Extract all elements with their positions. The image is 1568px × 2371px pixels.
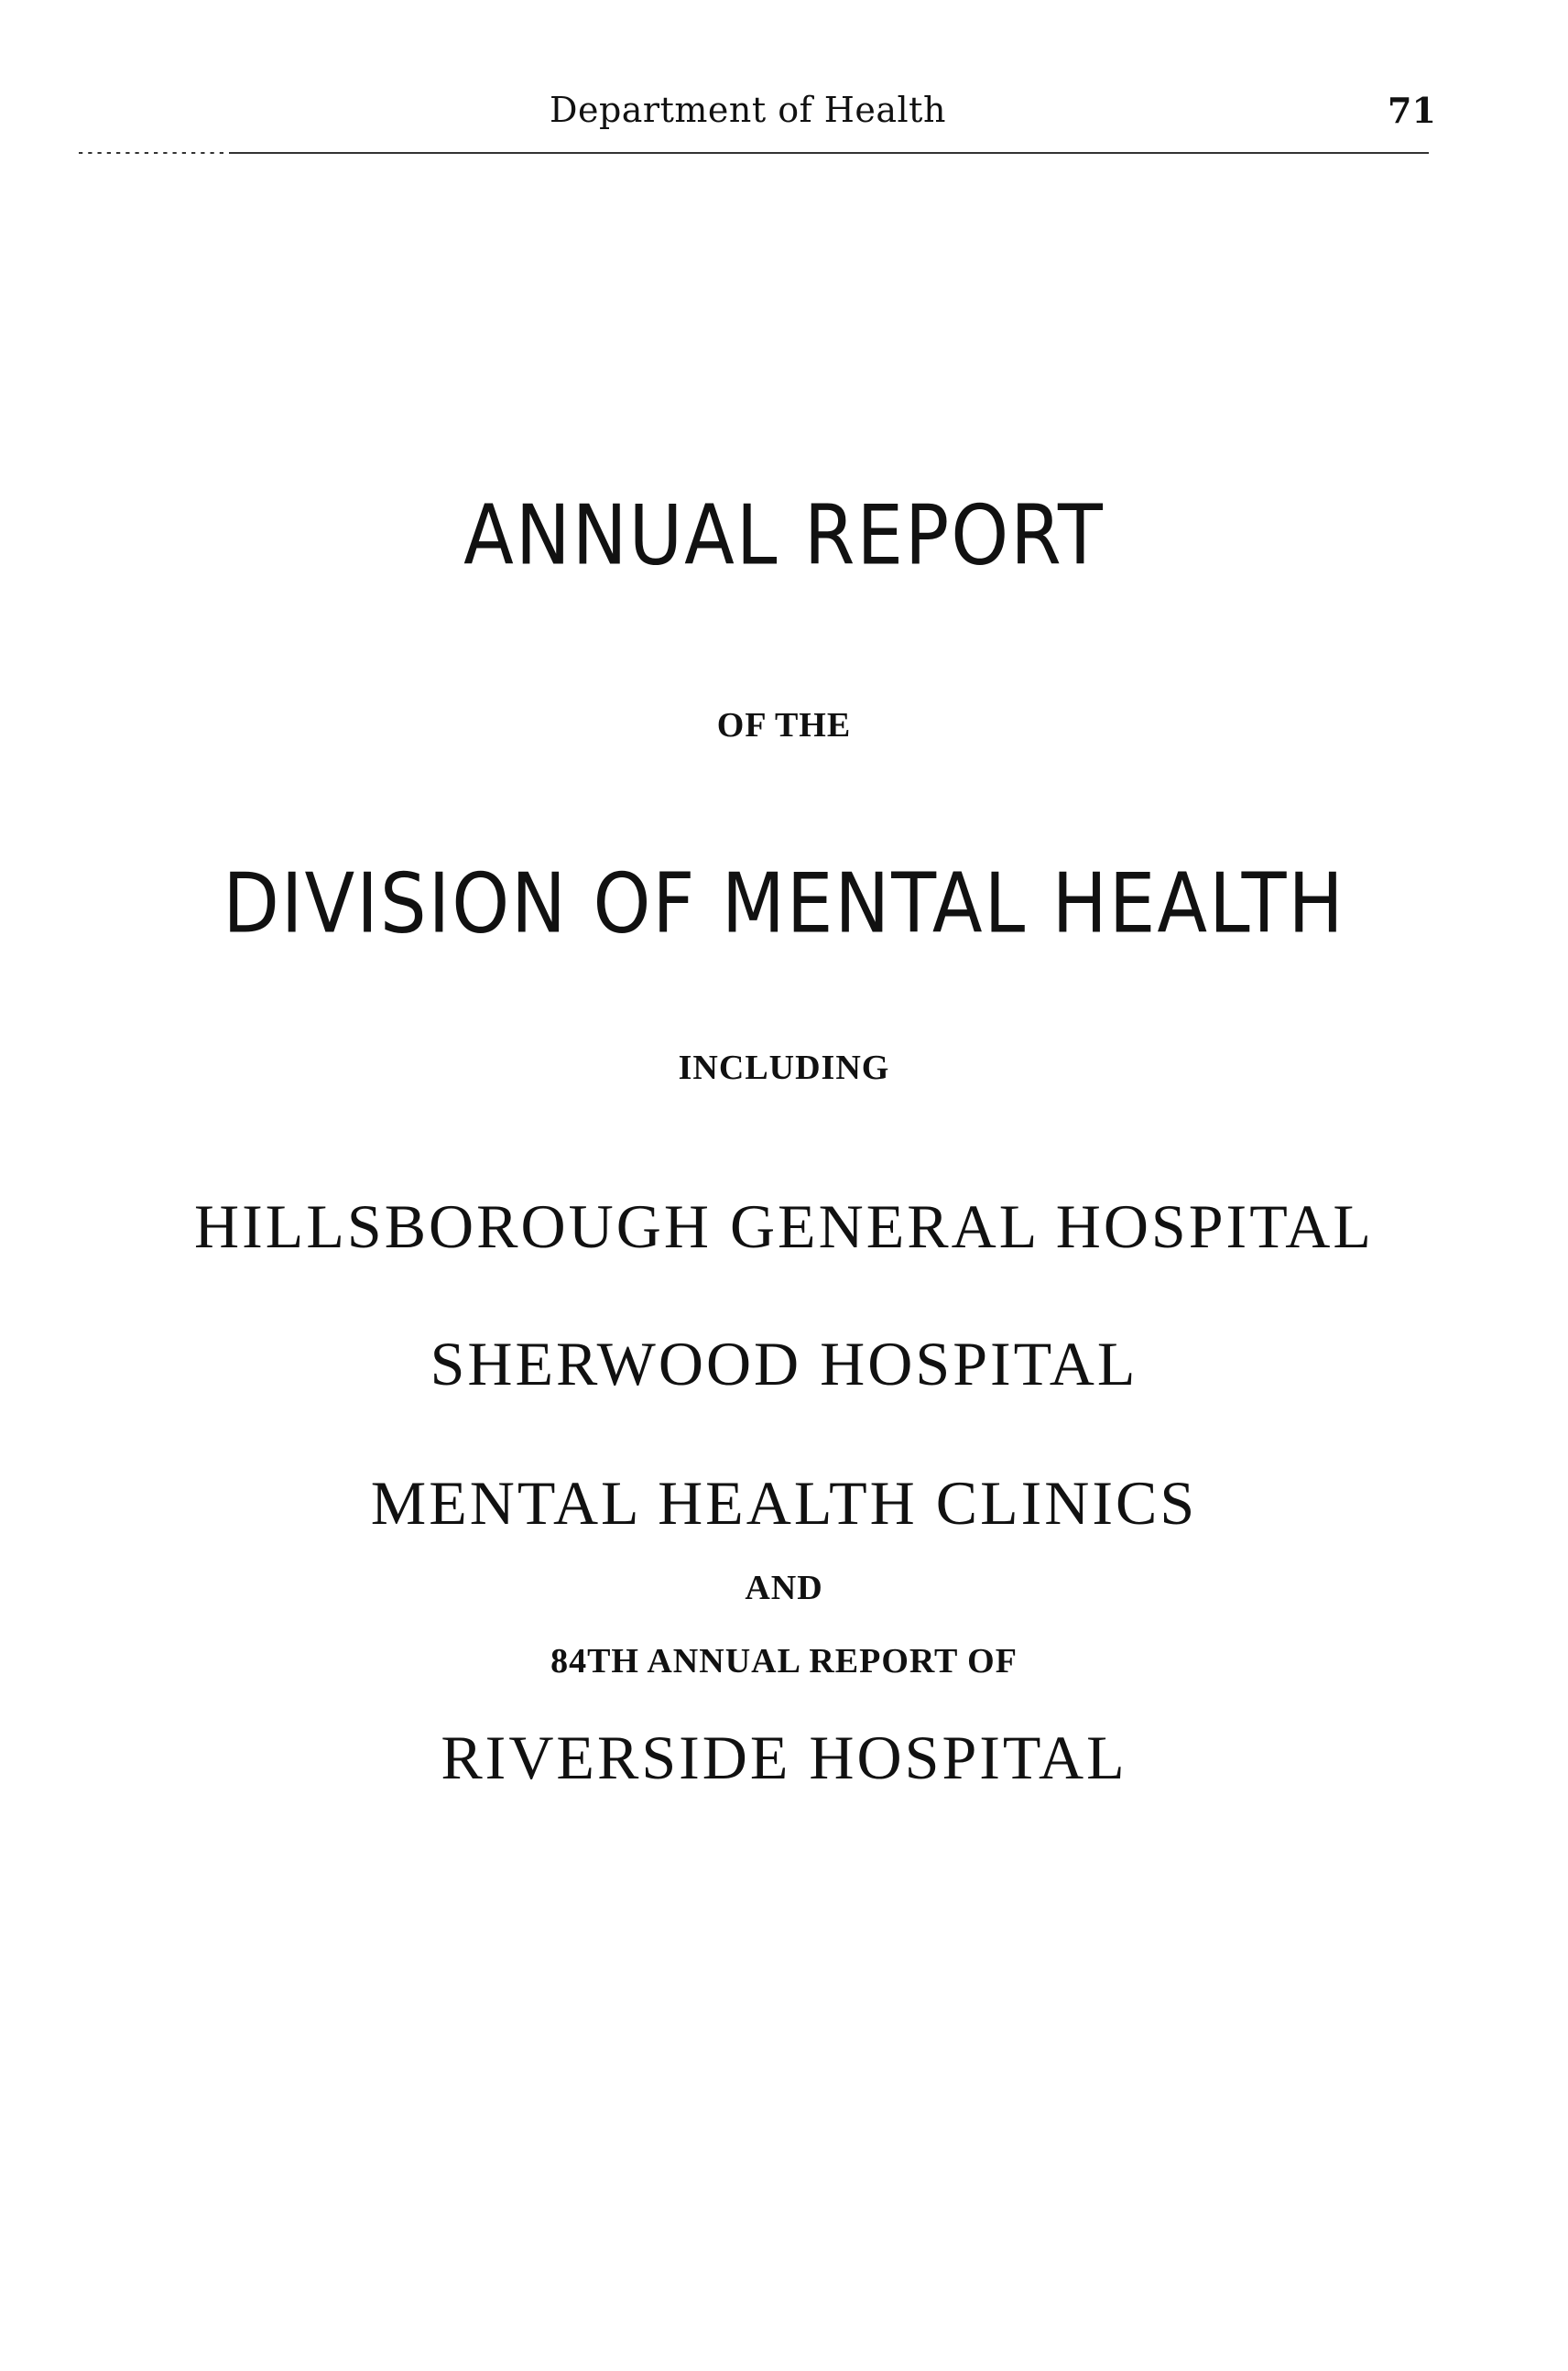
title-including: INCLUDING	[678, 1049, 890, 1087]
title-division-of-mental-health: DIVISION OF MENTAL HEALTH	[223, 855, 1345, 952]
header-rule	[73, 152, 1429, 154]
title-hillsborough-general-hospital: HILLSBOROUGH GENERAL HOSPITAL	[194, 1191, 1374, 1261]
title-riverside-hospital: RIVERSIDE HOSPITAL	[441, 1723, 1127, 1792]
title-84th-annual-report-of: 84TH ANNUAL REPORT OF	[550, 1642, 1018, 1680]
title-annual-report: ANNUAL REPORT	[463, 487, 1105, 583]
header-rule-dashed-segment	[73, 152, 229, 154]
title-sherwood-hospital: SHERWOOD HOSPITAL	[430, 1329, 1138, 1398]
page-number: 71	[1388, 90, 1436, 131]
running-head	[0, 90, 1568, 145]
title-and: AND	[745, 1569, 823, 1607]
running-head-title: Department of Health	[550, 90, 946, 130]
title-mental-health-clinics: MENTAL HEALTH CLINICS	[370, 1468, 1198, 1538]
title-of-the: OF THE	[716, 706, 852, 745]
